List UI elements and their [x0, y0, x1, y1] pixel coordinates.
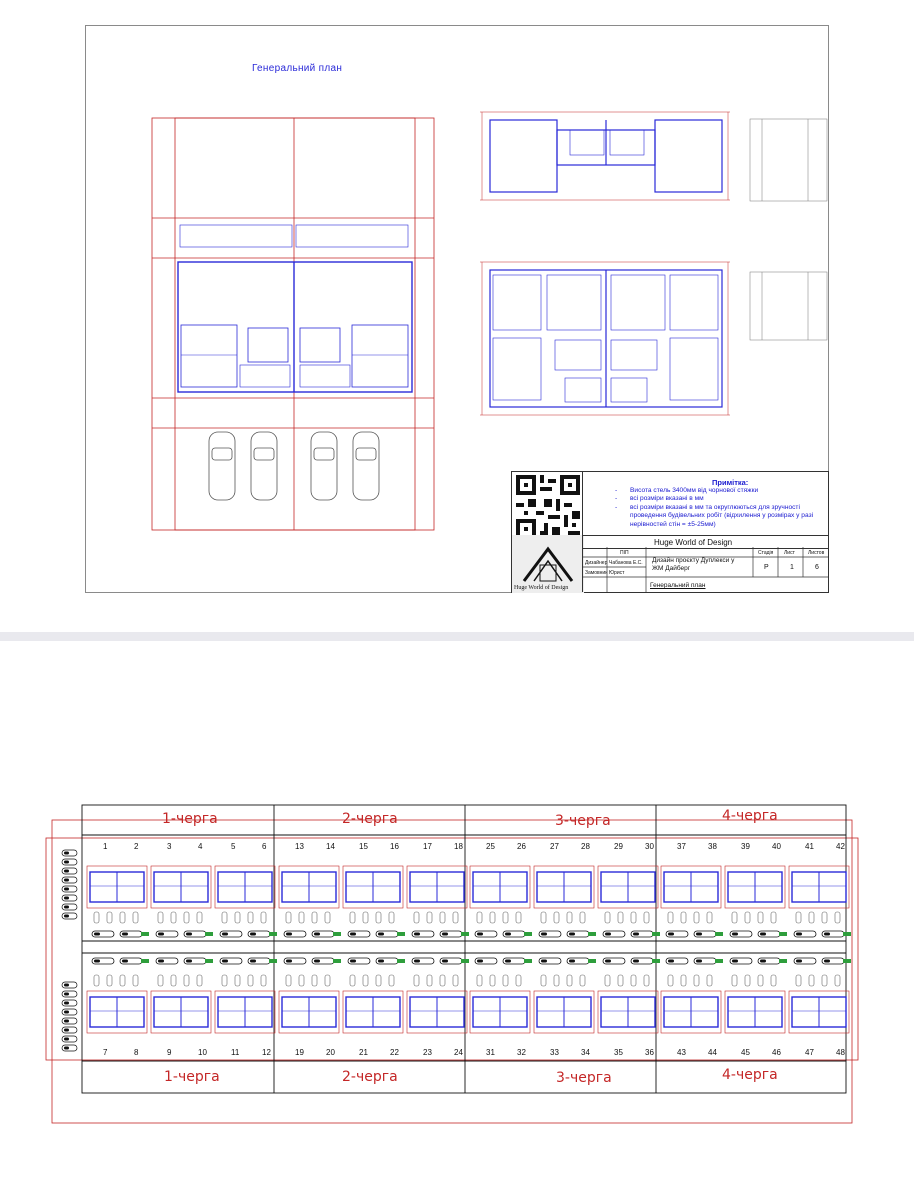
plot-number-bottom: 34 [581, 1048, 590, 1057]
car-icon [809, 912, 814, 923]
plot-number-top: 3 [167, 842, 172, 851]
tree-icon [588, 959, 596, 963]
plot-number-bottom: 23 [423, 1048, 432, 1057]
car-icon [580, 975, 585, 986]
plot-number-bottom: 19 [295, 1048, 304, 1057]
note-item: - всі розміри вказані в мм [615, 495, 827, 503]
queue-label-bottom-2: 2-черга [342, 1069, 398, 1085]
queue-label-top-2: 2-черга [342, 811, 398, 827]
duplex-block [470, 958, 532, 1033]
car-icon [171, 975, 176, 986]
car-icon [822, 975, 827, 986]
car-icon [261, 912, 266, 923]
tree-icon [141, 932, 149, 936]
plot-number-top: 17 [423, 842, 432, 851]
car-icon [133, 975, 138, 986]
car-icon [235, 975, 240, 986]
tree-icon [843, 932, 851, 936]
car-icon [694, 975, 699, 986]
car-icon [94, 975, 99, 986]
car-icon [477, 912, 482, 923]
plot-number-top: 28 [581, 842, 590, 851]
car-icon [567, 912, 572, 923]
duplex-block [470, 866, 532, 937]
car-icon [350, 975, 355, 986]
car-icon [222, 975, 227, 986]
plot-number-bottom: 36 [645, 1048, 654, 1057]
car-icon [822, 912, 827, 923]
note-item: - всі розміри вказані в мм та округлюються для зручності проведення будівельних робіт (відхилення у розмірах у разі нерівностей стін = ±5-25мм) [615, 504, 827, 529]
drawing-sheet-2 [0, 641, 914, 1200]
tree-icon [779, 959, 787, 963]
duplex-block [534, 866, 596, 937]
duplex-block [725, 958, 787, 1033]
car-icon [312, 912, 317, 923]
car-icon [325, 975, 330, 986]
car-icon [707, 912, 712, 923]
plot-number-top: 18 [454, 842, 463, 851]
title-block [511, 471, 829, 593]
car-icon [516, 975, 521, 986]
plot-number-top: 25 [486, 842, 495, 851]
plot-number-bottom: 48 [836, 1048, 845, 1057]
sheet-value: 1 [790, 564, 794, 571]
duplex-block [661, 866, 723, 937]
car-icon [184, 912, 189, 923]
plot-number-top: 14 [326, 842, 335, 851]
plot-number-top: 5 [231, 842, 236, 851]
car-icon [350, 912, 355, 923]
queue-label-bottom-3: 3-черга [556, 1070, 612, 1086]
car-icon [580, 912, 585, 923]
tree-icon [588, 932, 596, 936]
car-icon [835, 912, 840, 923]
plot-number-top: 40 [772, 842, 781, 851]
duplex-block [661, 958, 723, 1033]
plot-number-bottom: 9 [167, 1048, 172, 1057]
tree-icon [715, 959, 723, 963]
plot-number-bottom: 12 [262, 1048, 271, 1057]
tree-icon [141, 959, 149, 963]
plot-number-bottom: 35 [614, 1048, 623, 1057]
plot-number-top: 15 [359, 842, 368, 851]
car-icon [644, 912, 649, 923]
site-plan [152, 118, 434, 530]
duplex-block [215, 958, 277, 1033]
car-icon [120, 975, 125, 986]
queue-label-top-4: 4-черга [722, 808, 778, 824]
car-icon [631, 912, 636, 923]
car-icon [618, 912, 623, 923]
tree-icon [843, 959, 851, 963]
car-icon [490, 975, 495, 986]
tree-icon [524, 932, 532, 936]
plot-number-top: 4 [198, 842, 203, 851]
plot-number-bottom: 46 [772, 1048, 781, 1057]
duplex-block [598, 866, 660, 937]
car-icon [133, 912, 138, 923]
car-icon [453, 975, 458, 986]
car-icon [235, 912, 240, 923]
sheets-label: Листов [808, 550, 825, 556]
car-icon [299, 975, 304, 986]
note-item: - Висота стель 3400мм від чорнової стяжки [615, 487, 827, 495]
car-icon [261, 975, 266, 986]
client-name: Юрист [609, 570, 625, 576]
car-icon [758, 975, 763, 986]
tree-icon [652, 959, 660, 963]
explication-table-1 [750, 119, 827, 201]
car-icon [427, 975, 432, 986]
car-icon [376, 912, 381, 923]
logo-caption: Huge World of Design [514, 585, 569, 591]
duplex-block [151, 958, 213, 1033]
plot-number-bottom: 7 [103, 1048, 108, 1057]
tree-icon [205, 959, 213, 963]
duplex-block [789, 958, 851, 1033]
plot-number-bottom: 45 [741, 1048, 750, 1057]
organization-name: Huge World of Design [654, 538, 733, 547]
tree-icon [269, 932, 277, 936]
car-icon [389, 975, 394, 986]
car-icon [771, 975, 776, 986]
car-icon [376, 975, 381, 986]
tree-icon [524, 959, 532, 963]
plot-number-top: 1 [103, 842, 108, 851]
client-label: Замовник [585, 570, 608, 576]
plot-number-top: 29 [614, 842, 623, 851]
car-icon [732, 975, 737, 986]
duplex-block [343, 958, 405, 1033]
car-icon [541, 975, 546, 986]
settlement-layout [0, 641, 914, 1200]
duplex-block [407, 866, 469, 937]
explication-table-2 [750, 272, 827, 340]
duplex-block [87, 958, 149, 1033]
car-icon [758, 912, 763, 923]
duplex-block [87, 866, 149, 937]
duplex-block [279, 866, 341, 937]
car-icon [567, 975, 572, 986]
car-icon [605, 975, 610, 986]
plot-number-bottom: 22 [390, 1048, 399, 1057]
car-icon [286, 975, 291, 986]
tree-icon [397, 959, 405, 963]
car-icon [312, 975, 317, 986]
floor-plan-second [490, 270, 722, 407]
tree-icon [461, 959, 469, 963]
tree-icon [333, 932, 341, 936]
car-icon [668, 912, 673, 923]
car-icon [707, 975, 712, 986]
car-icon [248, 912, 253, 923]
car-icon [490, 912, 495, 923]
car-icon [668, 975, 673, 986]
car-icon [197, 975, 202, 986]
plot-number-bottom: 32 [517, 1048, 526, 1057]
car-icon [286, 912, 291, 923]
plot-number-bottom: 11 [231, 1048, 240, 1057]
car-icon [414, 912, 419, 923]
car-icon [503, 912, 508, 923]
car-icon [681, 975, 686, 986]
tree-icon [461, 932, 469, 936]
car-icon [414, 975, 419, 986]
plot-number-bottom: 43 [677, 1048, 686, 1057]
car-icon [427, 912, 432, 923]
pib-header: ПІП [620, 550, 629, 556]
floor-plan-ground [490, 120, 722, 192]
duplex-block [598, 958, 660, 1033]
car-icon [158, 975, 163, 986]
car-icon [605, 912, 610, 923]
plot-number-top: 39 [741, 842, 750, 851]
queue-label-top-3: 3-черга [555, 813, 611, 829]
car-icon [171, 912, 176, 923]
car-icon [107, 975, 112, 986]
car-icon [618, 975, 623, 986]
tree-icon [205, 932, 213, 936]
queue-label-top-1: 1-черга [162, 811, 218, 827]
car-icon [94, 912, 99, 923]
duplex-block [151, 866, 213, 937]
tree-icon [779, 932, 787, 936]
car-icon [835, 975, 840, 986]
plot-number-top: 38 [708, 842, 717, 851]
car-icon [184, 975, 189, 986]
car-icon [158, 912, 163, 923]
plot-number-top: 2 [134, 842, 139, 851]
plot-number-bottom: 24 [454, 1048, 463, 1057]
plot-number-bottom: 31 [486, 1048, 495, 1057]
duplex-block [407, 958, 469, 1033]
plot-number-bottom: 21 [359, 1048, 368, 1057]
car-icon [363, 975, 368, 986]
duplex-block [789, 866, 851, 937]
project-title: Дизайн проєкту Дуплекси у ЖМ Дайберг [652, 557, 735, 572]
plot-number-top: 41 [805, 842, 814, 851]
plot-number-top: 16 [390, 842, 399, 851]
duplex-block [279, 958, 341, 1033]
car-icon [516, 912, 521, 923]
designer-name: Чабанова Е.С. [609, 560, 643, 566]
queue-label-bottom-1: 1-черга [164, 1069, 220, 1085]
sheet-name: Генеральний план [650, 582, 706, 589]
car-icon [222, 912, 227, 923]
plot-number-top: 13 [295, 842, 304, 851]
car-icon [554, 912, 559, 923]
car-icon [440, 912, 445, 923]
car-icon [694, 912, 699, 923]
car-icon [745, 912, 750, 923]
car-icon [389, 912, 394, 923]
tree-icon [715, 932, 723, 936]
duplex-block [215, 866, 277, 937]
sheet-title: Генеральний план [252, 63, 343, 74]
tree-icon [652, 932, 660, 936]
car-icon [541, 912, 546, 923]
car-icon [120, 912, 125, 923]
tree-icon [397, 932, 405, 936]
designer-label: Дизайнер [585, 560, 608, 566]
duplex-block [343, 866, 405, 937]
car-icon [732, 912, 737, 923]
car-icon [681, 912, 686, 923]
car-icon [299, 912, 304, 923]
plot-number-bottom: 10 [198, 1048, 207, 1057]
car-icon [644, 975, 649, 986]
stage-value: Р [764, 564, 769, 571]
car-icon [248, 975, 253, 986]
car-icon [477, 975, 482, 986]
note-title: Примітка: [712, 478, 749, 487]
plot-number-top: 30 [645, 842, 654, 851]
sheet-label: Лист [784, 550, 795, 556]
car-icon [631, 975, 636, 986]
tree-icon [269, 959, 277, 963]
car-icon [440, 975, 445, 986]
plot-number-bottom: 44 [708, 1048, 717, 1057]
car-icon [453, 912, 458, 923]
plot-number-top: 37 [677, 842, 686, 851]
tree-icon [333, 959, 341, 963]
plot-number-bottom: 33 [550, 1048, 559, 1057]
stage-label: Стадія [758, 550, 774, 556]
plot-number-bottom: 20 [326, 1048, 335, 1057]
car-icon [363, 912, 368, 923]
car-icon [503, 975, 508, 986]
car-icon [107, 912, 112, 923]
house-outline [178, 225, 412, 392]
car-icon [197, 912, 202, 923]
car-icon [796, 975, 801, 986]
car-icon [554, 975, 559, 986]
queue-label-bottom-4: 4-черга [722, 1067, 778, 1083]
sheets-value: 6 [815, 564, 819, 571]
car-icon [745, 975, 750, 986]
plot-number-top: 6 [262, 842, 267, 851]
car-icon [325, 912, 330, 923]
plot-number-top: 42 [836, 842, 845, 851]
plot-number-bottom: 8 [134, 1048, 139, 1057]
car-icon [796, 912, 801, 923]
car-icon [809, 975, 814, 986]
duplex-block [534, 958, 596, 1033]
plot-number-top: 26 [517, 842, 526, 851]
plot-number-bottom: 47 [805, 1048, 814, 1057]
plot-number-top: 27 [550, 842, 559, 851]
car-icon [771, 912, 776, 923]
duplex-block [725, 866, 787, 937]
